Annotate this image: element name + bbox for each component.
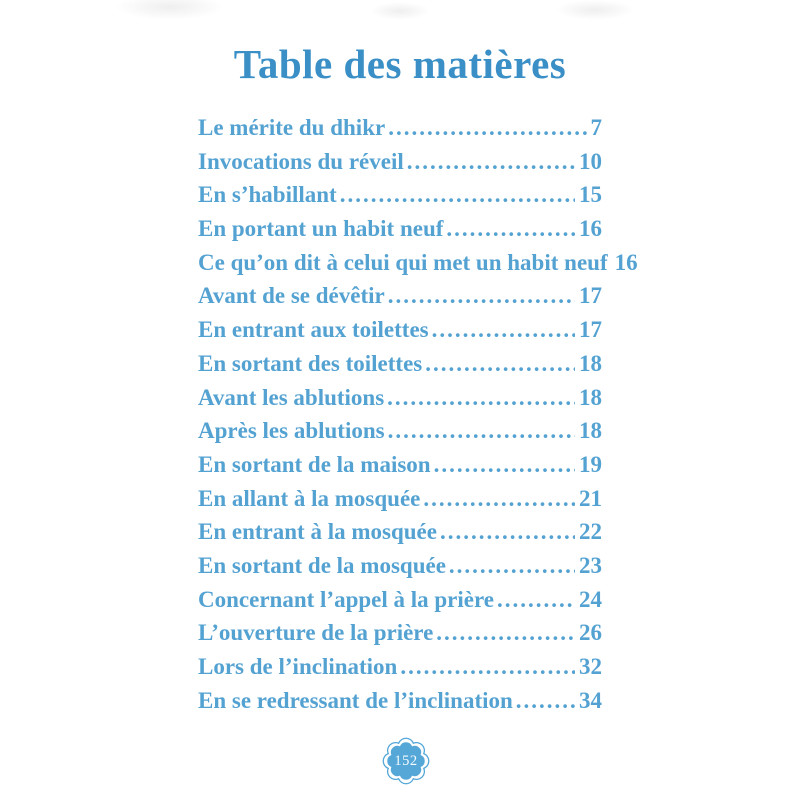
dot-leader	[423, 482, 575, 516]
scan-smudge	[555, 0, 635, 20]
toc-entry-page-number: 17	[579, 283, 602, 309]
dot-leader	[400, 650, 575, 684]
toc-entry-page-number: 22	[579, 519, 602, 545]
dot-leader	[434, 448, 575, 482]
toc-entry-label: L’ouverture de la prière	[198, 620, 434, 646]
dot-leader	[436, 616, 575, 650]
toc-entry-label: Avant les ablutions	[198, 384, 385, 410]
toc-entry-label: Avant de se dévêtir	[198, 283, 385, 309]
toc-entry-page-number: 16	[579, 216, 602, 242]
toc-entry	[198, 448, 602, 482]
toc-entry-page-number: 16	[614, 249, 638, 275]
page-title: Table des matières	[233, 41, 567, 87]
toc-entry-page-number: 18	[579, 350, 602, 376]
dot-leader	[425, 347, 575, 381]
toc-entry	[198, 313, 602, 347]
toc-entry-label: En s’habillant	[198, 182, 337, 208]
toc-entry-label: En sortant des toilettes	[198, 350, 423, 376]
dot-leader	[432, 313, 575, 347]
toc-entry	[198, 414, 602, 448]
toc-entry	[198, 650, 602, 684]
dot-leader	[440, 515, 575, 549]
toc-entry-label: En portant un habit neuf	[198, 216, 444, 242]
toc-entry-page-number: 19	[579, 451, 602, 477]
toc-entry	[198, 246, 638, 280]
toc-entry-page-number: 26	[579, 620, 602, 646]
toc-entry-page-number: 32	[579, 654, 602, 679]
dot-leader	[388, 414, 575, 448]
toc-entry-label: En entrant à la mosquée	[198, 519, 437, 545]
scan-smudge	[115, 0, 225, 20]
scan-smudge	[370, 2, 430, 20]
toc-entry-label: Ce qu’on dit à celui qui met un habit neuf	[198, 249, 608, 275]
toc-entry	[198, 212, 602, 246]
toc-entry-label: Après les ablutions	[198, 418, 385, 444]
toc-entry-label: Invocations du réveil	[198, 148, 404, 174]
toc-entry	[198, 549, 602, 583]
toc-entry-label: En entrant aux toilettes	[198, 317, 429, 343]
dot-leader	[497, 583, 575, 617]
dot-leader	[387, 381, 575, 415]
toc-entry	[198, 145, 602, 179]
toc-entry-page-number: 10	[579, 148, 602, 174]
toc-entry-page-number: 24	[579, 586, 602, 612]
toc-entry-label: En se redressant de l’inclination	[198, 687, 513, 713]
toc-entry	[198, 482, 602, 516]
toc-entry	[198, 347, 602, 381]
toc-entry-page-number: 17	[579, 317, 602, 343]
dot-leader	[516, 684, 575, 718]
dot-leader	[388, 111, 586, 145]
toc-entry-label: En sortant de la mosquée	[198, 552, 446, 578]
toc-entry-page-number: 34	[579, 687, 602, 713]
dot-leader	[388, 279, 575, 313]
toc-entry	[198, 381, 602, 415]
toc-entry-page-number: 21	[579, 485, 602, 511]
toc-list	[198, 111, 638, 717]
toc-entry-label: Le mérite du dhikr	[198, 115, 386, 140]
toc-entry	[198, 178, 602, 212]
dot-leader	[407, 145, 575, 179]
toc-entry-label: Lors de l’inclination	[198, 654, 398, 679]
toc-entry-page-number: 18	[579, 384, 602, 410]
toc-entry-page-number: 23	[579, 552, 602, 578]
dot-leader	[446, 212, 575, 246]
toc-entry-label: En sortant de la maison	[198, 451, 431, 477]
toc-entry-page-number: 18	[579, 418, 602, 444]
toc-entry	[198, 515, 602, 549]
toc-entry-label: En allant à la mosquée	[198, 485, 421, 511]
toc-entry-page-number: 7	[590, 115, 602, 140]
toc-entry-label: Concernant l’appel à la prière	[198, 586, 494, 612]
page-number-badge	[380, 735, 432, 787]
toc-entry	[198, 279, 602, 313]
toc-entry	[198, 583, 602, 617]
dot-leader	[449, 549, 575, 583]
toc-entry-page-number: 15	[579, 182, 602, 208]
page-number: 152	[394, 752, 418, 769]
toc-entry	[198, 616, 602, 650]
dot-leader	[340, 178, 575, 212]
toc-entry	[198, 684, 602, 718]
toc-entry	[198, 111, 602, 145]
